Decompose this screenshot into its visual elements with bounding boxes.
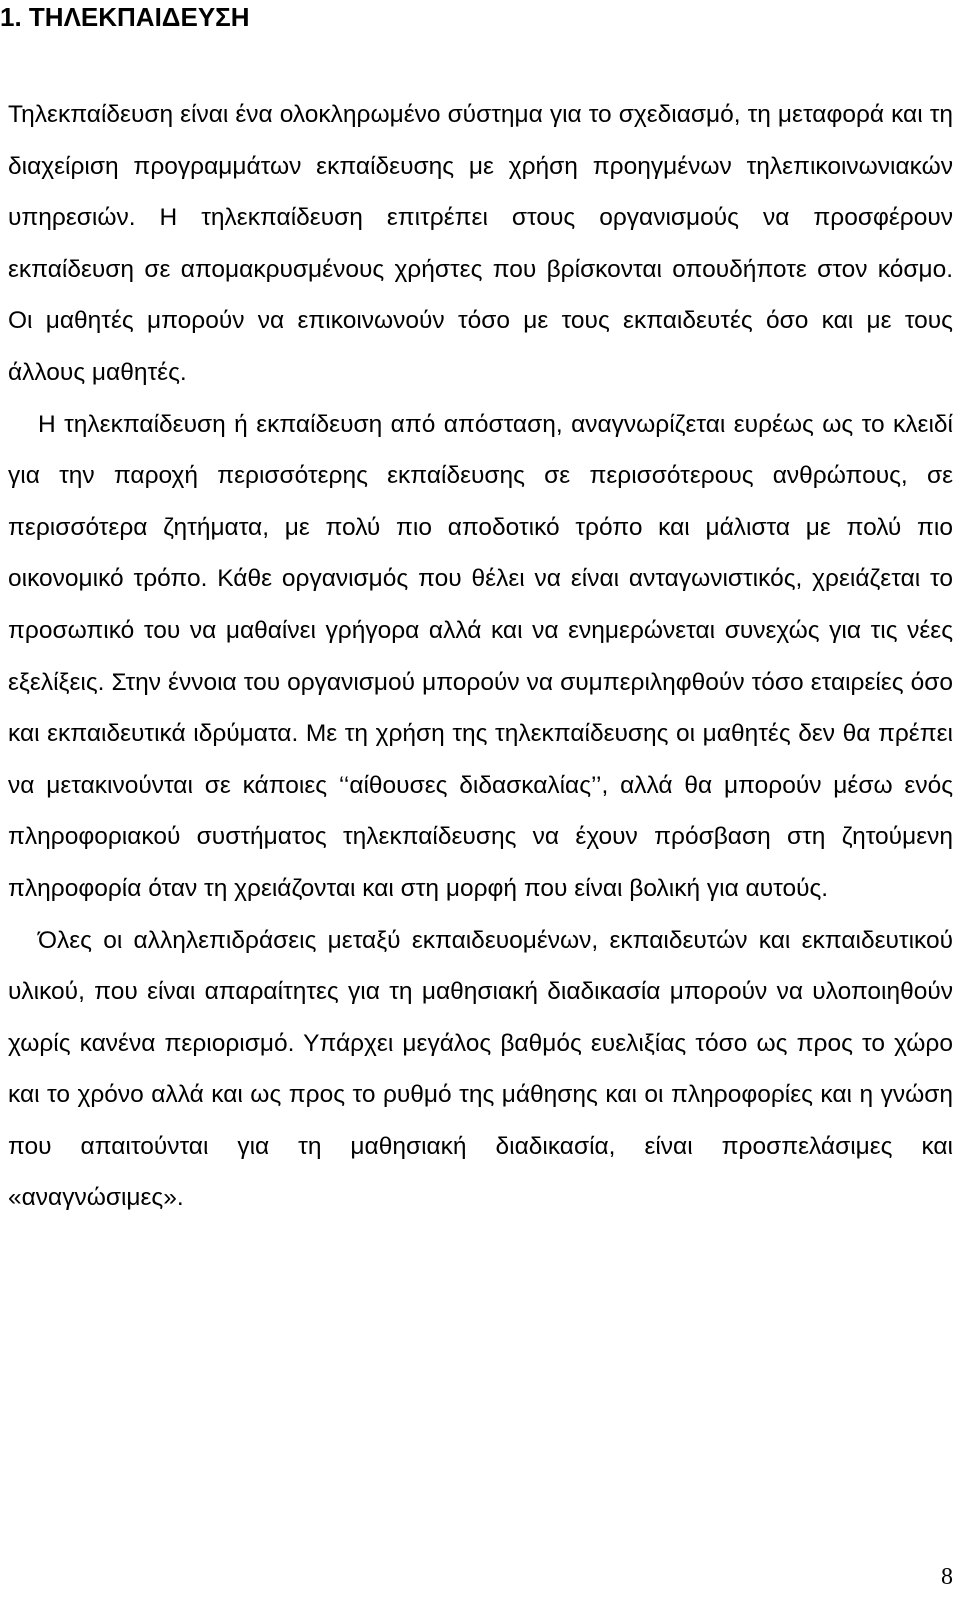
paragraph-3: Όλες οι αλληλεπιδράσεις μεταξύ εκπαιδευομένων, εκπαιδευτών και εκπαιδευτικού υλικού, που είναι απαραίτητες για τη μαθησιακή διαδικασία μπορούν να υλοποιηθούν χωρίς κανένα περιορισμό. Υπάρχει μεγάλος βαθμός ευελιξίας τόσο ως προς το χώρο και το χρόνο αλλά και ως προς το ρυθμό της μάθησης και οι πληροφορίες και η γνώση που απαιτούνται για τη μαθησιακή διαδικασία, είναι προσπελάσιμες και «αναγνώσιμες». <box>8 926 953 1212</box>
paragraph-2: Η τηλεκπαίδευση ή εκπαίδευση από απόσταση, αναγνωρίζεται ευρέως ως το κλειδί για την παροχή περισσότερης εκπαίδευσης σε περισσότερους ανθρώπους, σε περισσότερα ζητήματα, με πολύ πιο αποδοτικό τρόπο και μάλιστα με πολύ πιο οικονομικό τρόπο. Κάθε οργανισμός που θέλει να είναι ανταγωνιστικός, χρειάζεται το προσωπικό του να μαθαίνει γρήγορα αλλά και να ενημερώνεται συνεχώς για τις νέες εξελίξεις. Στην έννοια του οργανισμού μπορούν να συμπεριληφθούν τόσο εταιρείες όσο και εκπαιδευτικά ιδρύματα. Με τη χρήση της τηλεκπαίδευσης οι μαθητές δεν θα πρέπει να μετακινούνται σε κάποιες ‘‘αίθουσες διδασκαλίας’’, αλλά θα μπορούν μέσω ενός πληροφοριακού συστήματος τηλεκπαίδευσης να έχουν πρόσβαση στη ζητούμενη πληροφορία όταν τη χρειάζονται και στη μορφή που είναι βολική για αυτούς. <box>8 410 953 902</box>
page-number: 8 <box>941 1564 953 1590</box>
section-heading: 1. ΤΗΛΕΚΠΑΙΔΕΥΣΗ <box>0 2 250 32</box>
body-text <box>8 89 953 1224</box>
paragraph-1: Τηλεκπαίδευση είναι ένα ολοκληρωμένο σύστημα για το σχεδιασμό, τη μεταφορά και τη διαχείριση προγραμμάτων εκπαίδευσης με χρήση προηγμένων τηλεπικοινωνιακών υπηρεσιών. Η τηλεκπαίδευση επιτρέπει στους οργανισμούς να προσφέρουν εκπαίδευση σε απομακρυσμένους χρήστες που βρίσκονται οπουδήποτε στον κόσμο. Οι μαθητές μπορούν να επικοινωνούν τόσο με τους εκπαιδευτές όσο και με τους άλλους μαθητές. <box>8 101 953 386</box>
